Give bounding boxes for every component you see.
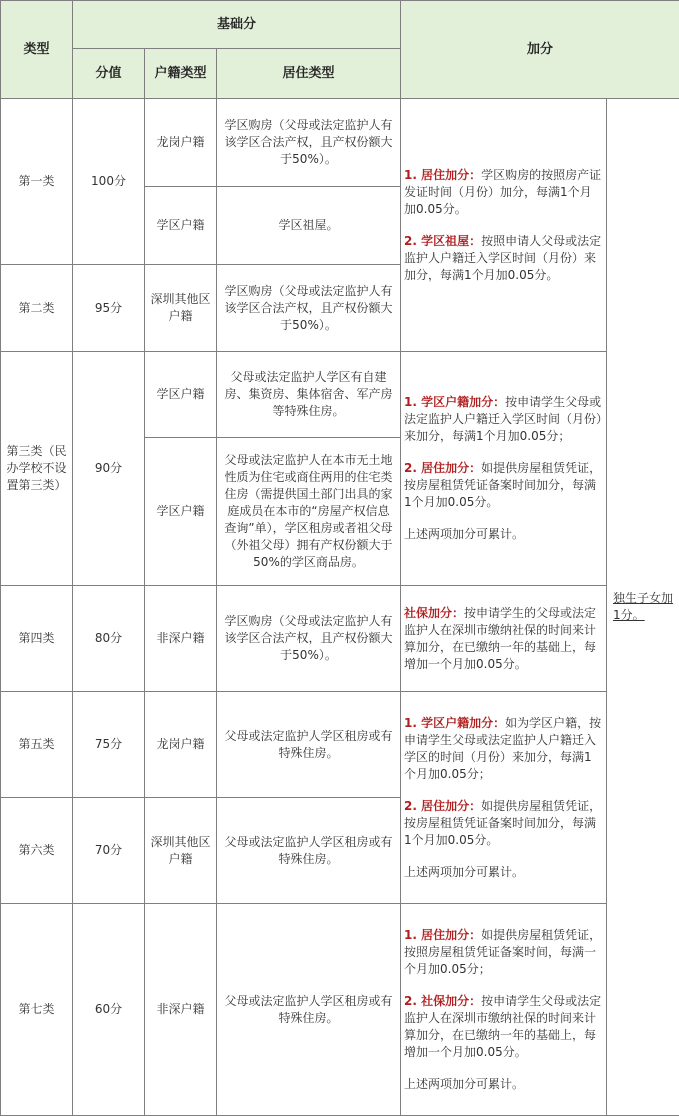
huji-cell: 龙岗户籍 (145, 692, 217, 798)
residence-cell: 学区祖屋。 (217, 187, 401, 265)
residence-cell: 父母或法定监护人学区租房或有特殊住房。 (217, 692, 401, 798)
bonus-item: 2. 学区祖屋：按照申请人父母或法定监护人户籍迁入学区时间（月份）来加分，每满1个月加0.05分。 (404, 233, 602, 282)
score-cell: 95分 (73, 265, 145, 352)
huji-cell: 龙岗户籍 (145, 99, 217, 187)
residence-cell: 学区购房（父母或法定监护人有该学区合法产权，且产权份额大于50%）。 (217, 265, 401, 352)
huji-cell: 非深户籍 (145, 904, 217, 1116)
header-base-score: 基础分 (73, 1, 401, 49)
category-cell: 第六类 (1, 798, 73, 904)
bonus-note: 上述两项加分可累计。 (404, 864, 525, 879)
only-child-cell (607, 99, 679, 1116)
residence-cell: 父母或法定监护人学区租房或有特殊住房。 (217, 904, 401, 1116)
huji-cell: 学区户籍 (145, 187, 217, 265)
header-residence: 居住类型 (217, 49, 401, 99)
header-score: 分值 (73, 49, 145, 99)
huji-cell: 深圳其他区户籍 (145, 798, 217, 904)
huji-cell: 学区户籍 (145, 352, 217, 438)
score-cell: 90分 (73, 352, 145, 586)
score-cell: 75分 (73, 692, 145, 798)
bonus-item: 2. 社保加分：按申请学生父母或法定监护人在深圳市缴纳社保的时间来计算加分，在已缴纳一年的基础上，每增加一个月加0.05分。 (404, 993, 602, 1059)
residence-cell: 学区购房（父母或法定监护人有该学区合法产权，且产权份额大于50%）。 (217, 586, 401, 692)
category-cell: 第二类 (1, 265, 73, 352)
residence-cell: 父母或法定监护人在本市无土地性质为住宅或商住两用的住宅类住房（需提供国土部门出具的家庭成员在本市的“房屋产权信息查询”单），学区租房或者祖父母（外祖父母）拥有产权份额大于50%的学区商品房。 (217, 438, 401, 586)
category-cell: 第五类 (1, 692, 73, 798)
header-type: 类型 (1, 1, 73, 99)
bonus-group-3 (401, 586, 607, 692)
bonus-item: 1. 居住加分：如提供房屋租赁凭证，按照房屋租赁凭证备案时间，每满一个月加0.05分； (404, 927, 602, 976)
bonus-group-5 (401, 904, 607, 1116)
huji-cell: 深圳其他区户籍 (145, 265, 217, 352)
bonus-group-1 (401, 99, 607, 352)
bonus-group-4 (401, 692, 607, 904)
score-cell: 80分 (73, 586, 145, 692)
header-huji: 户籍类型 (145, 49, 217, 99)
only-child-bonus: 独生子女加1分。 (613, 591, 674, 622)
category-cell: 第一类 (1, 99, 73, 265)
header-bonus: 加分 (401, 1, 679, 99)
residence-cell: 学区购房（父母或法定监护人有该学区合法产权，且产权份额大于50%）。 (217, 99, 401, 187)
score-cell: 70分 (73, 798, 145, 904)
residence-cell: 父母或法定监护人学区租房或有特殊住房。 (217, 798, 401, 904)
category-cell: 第三类（民办学校不设置第三类） (1, 352, 73, 586)
bonus-item: 2. 居住加分：如提供房屋租赁凭证，按房屋租赁凭证备案时间加分，每满1个月加0.05分。 (404, 798, 602, 847)
residence-cell: 父母或法定监护人学区有自建房、集资房、集体宿舍、军产房等特殊住房。 (217, 352, 401, 438)
bonus-item: 2. 居住加分：如提供房屋租赁凭证，按房屋租赁凭证备案时间加分，每满1个月加0.05分。 (404, 461, 602, 509)
score-cell: 100分 (73, 99, 145, 265)
bonus-item: 社保加分：按申请学生的父母或法定监护人在深圳市缴纳社保的时间来计算加分，在已缴纳一年的基础上，每增加一个月加0.05分。 (404, 605, 597, 671)
bonus-item: 1. 学区户籍加分：如为学区户籍，按申请学生父母或法定监护人户籍迁入学区的时间（月份）来加分，每满1个月加0.05分； (404, 715, 602, 781)
bonus-note: 上述两项加分可累计。 (404, 527, 525, 541)
bonus-note: 上述两项加分可累计。 (404, 1076, 525, 1091)
bonus-group-2 (401, 352, 607, 586)
huji-cell: 非深户籍 (145, 586, 217, 692)
huji-cell: 学区户籍 (145, 438, 217, 586)
bonus-item: 1. 居住加分：学区购房的按照房产证发证时间（月份）加分，每满1个月加0.05分。 (404, 167, 602, 216)
score-cell: 60分 (73, 904, 145, 1116)
category-cell: 第七类 (1, 904, 73, 1116)
category-cell: 第四类 (1, 586, 73, 692)
bonus-item: 1. 学区户籍加分：按申请学生父母或法定监护人户籍迁入学区时间（月份）来加分，每满1个月加0.05分； (404, 395, 603, 443)
